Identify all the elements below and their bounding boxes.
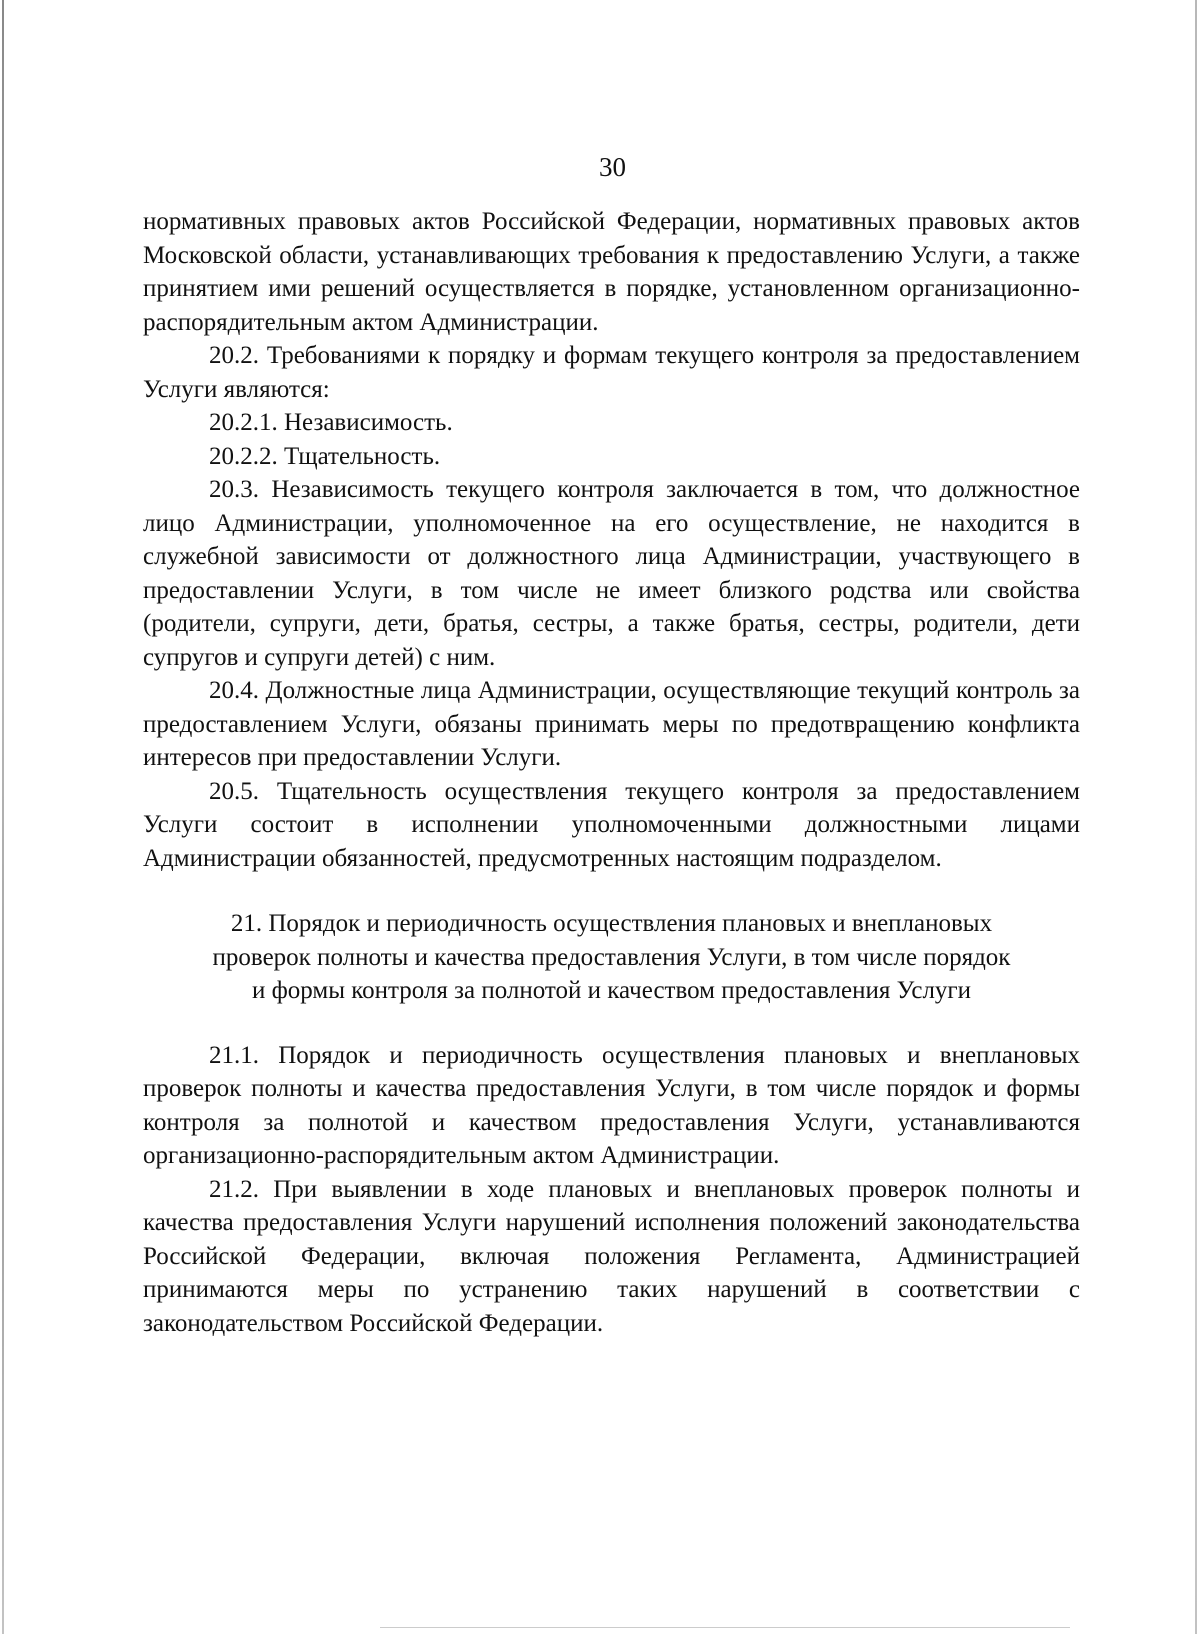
paragraph-20-5: 20.5. Тщательность осуществления текущего контроля за предоставлением Услуги состоит в исполнении уполномоченными должностными лицами Администрации обязанностей, предусмотренных настоящим подразделом. (143, 777, 1080, 872)
paragraph-continuation: нормативных правовых актов Российской Федерации, нормативных правовых актов Московской области, устанавливающих требования к предоставлению Услуги, а также принятием ими решений осуществляется в порядке, установленном организационно-распорядительным актом Администрации. (143, 208, 1080, 336)
section-heading-line: проверок полноты и качества предоставления Услуги, в том числе порядок (212, 943, 1011, 971)
paragraph-20-3: 20.3. Независимость текущего контроля заключается в том, что должностное лицо Администрации, уполномоченное на его осуществление, не находится в служебной зависимости от должностного лица Администрации, участвующего в предоставлении Услуги, в том числе не имеет близкого родства или свойства (родители, супруги, дети, братья, сестры, а также братья, сестры, родители, дети супругов и супруги детей) с ним. (143, 476, 1080, 671)
paragraph-20-4: 20.4. Должностные лица Администрации, осуществляющие текущий контроль за предоставлением Услуги, обязаны принимать меры по предотвращению конфликта интересов при предоставлении Услуги. (143, 677, 1080, 771)
page-number: 30 (599, 152, 626, 182)
section-heading-line: и формы контроля за полнотой и качеством предоставления Услуги (251, 977, 972, 1004)
scan-border-left (2, 0, 4, 1634)
scan-border-bottom (380, 1627, 1070, 1628)
paragraph-21-2: 21.2. При выявлении в ходе плановых и внеплановых проверок полноты и качества предоставления Услуги нарушений исполнения положений законодательства Российской Федерации, включая положения Регламента, Администрацией принимаются меры по устранению таких нарушений в соответствии с законодательством Российской Федерации. (143, 1175, 1080, 1337)
paragraph-20-2: 20.2. Требованиями к порядку и формам текущего контроля за предоставлением Услуги являются: (143, 342, 1080, 403)
scan-border-right (1195, 0, 1197, 1634)
section-heading-line: 21. Порядок и периодичность осуществления плановых и внеплановых (230, 910, 993, 937)
section-heading-21 (143, 907, 1080, 1008)
paragraph-20-2-1: 20.2.1. Независимость. (209, 409, 453, 436)
paragraph-21-1: 21.1. Порядок и периодичность осуществления плановых и внеплановых проверок полноты и качества предоставления Услуги, в том числе порядок и формы контроля за полнотой и качеством предоставления Услуги, устанавливаются организационно-распорядительным актом Администрации. (143, 1041, 1080, 1169)
document-body (143, 205, 1080, 1340)
paragraph-20-2-2: 20.2.2. Тщательность. (209, 442, 441, 470)
